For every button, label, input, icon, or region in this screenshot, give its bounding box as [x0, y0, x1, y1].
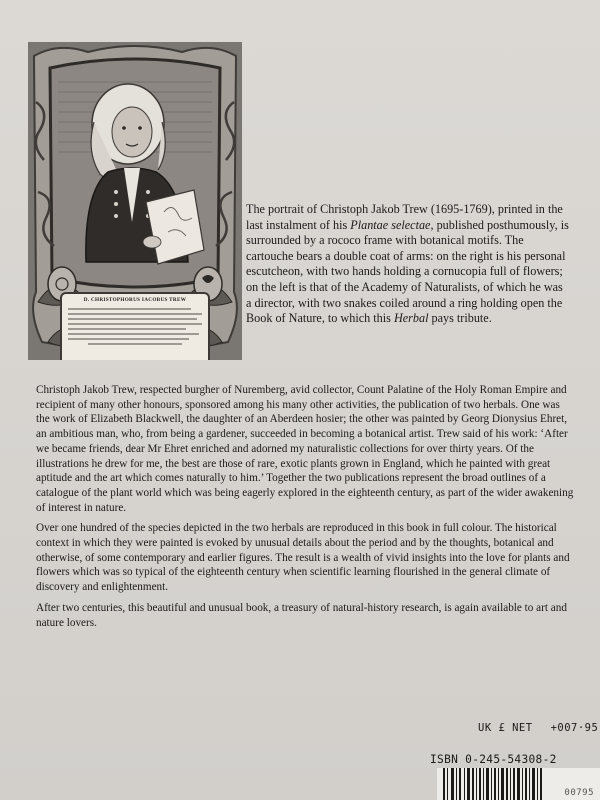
portrait-caption: The portrait of Christoph Jakob Trew (1695-1769), printed in the last instalment of his Plantae selectae, published posthumously, is surrounded by a rococo frame with botanical motifs. The cartouche bears a double coat of arms: on the right is his personal escutcheon, with two hands holding a cornucopia full of flowers; on the left is that of the Academy of Naturalists, of which he was a director, with two snakes coiled around a ring holding open the Book of Nature, to which this Herbal pays tribute.	[246, 202, 569, 326]
blurb-text	[36, 383, 574, 636]
price-line	[478, 722, 598, 734]
price-value: +007·95	[550, 722, 599, 734]
caption-italic-title: Plantae selectae,	[350, 217, 434, 232]
barcode	[437, 768, 600, 800]
portrait-cartouche	[62, 294, 208, 360]
portrait-engraving	[28, 42, 242, 360]
caption-italic-herbal: Herbal	[393, 311, 429, 326]
isbn-number: ISBN 0-245-54308-2	[430, 753, 557, 766]
blurb-paragraph: Christoph Jakob Trew, respected burgher of Nuremberg, avid collector, Count Palatine of the Holy Roman Empire and recipient of many other honours, sponsored among his many other activities, the publication of two herbals. One was the work of Elizabeth Blackwell, the daughter of an Aberdeen hosier; the other was painted by Georg Dionysius Ehret, an ambitious man, who, from being a gardener, succeeded in becoming a botanical artist. Trew said of his work: ‘After we became friends, dear Mr Ehret enriched and adorned my naturalistic collections for over thirty years. Of the illustrations he drew for me, the best are those of rare, exotic plants grown in England, which he painted with great aptitude and the art which comes naturally to him.’ Together the two publications represent the broad outlines of a catalogue of the plant world which was being eagerly explored in the eighteenth century, as part of the wider awakening of interest in nature.	[36, 384, 574, 514]
barcode-bars	[443, 768, 563, 800]
blurb-paragraph: Over one hundred of the species depicted in the two herbals are reproduced in this book in full colour. The historical context in which they were painted is evoked by unusual details about the period and by the thoughts, botanical and otherwise, of some contemporary and earlier figures. The result is a wealth of vivid insights into the love for plants and flowers which was so typical of the eighteenth century when scientific learning flourished in the general climate of discovery and enlightenment.	[36, 522, 570, 594]
barcode-price-code: 00795	[564, 788, 594, 798]
cartouche-title: D. CHRISTOPHORUS IACOBUS TREW	[83, 297, 187, 303]
price-label: UK £ NET	[478, 722, 533, 734]
blurb-paragraph: After two centuries, this beautiful and unusual book, a treasury of natural-history research, is again available to art and nature lovers.	[36, 601, 567, 629]
